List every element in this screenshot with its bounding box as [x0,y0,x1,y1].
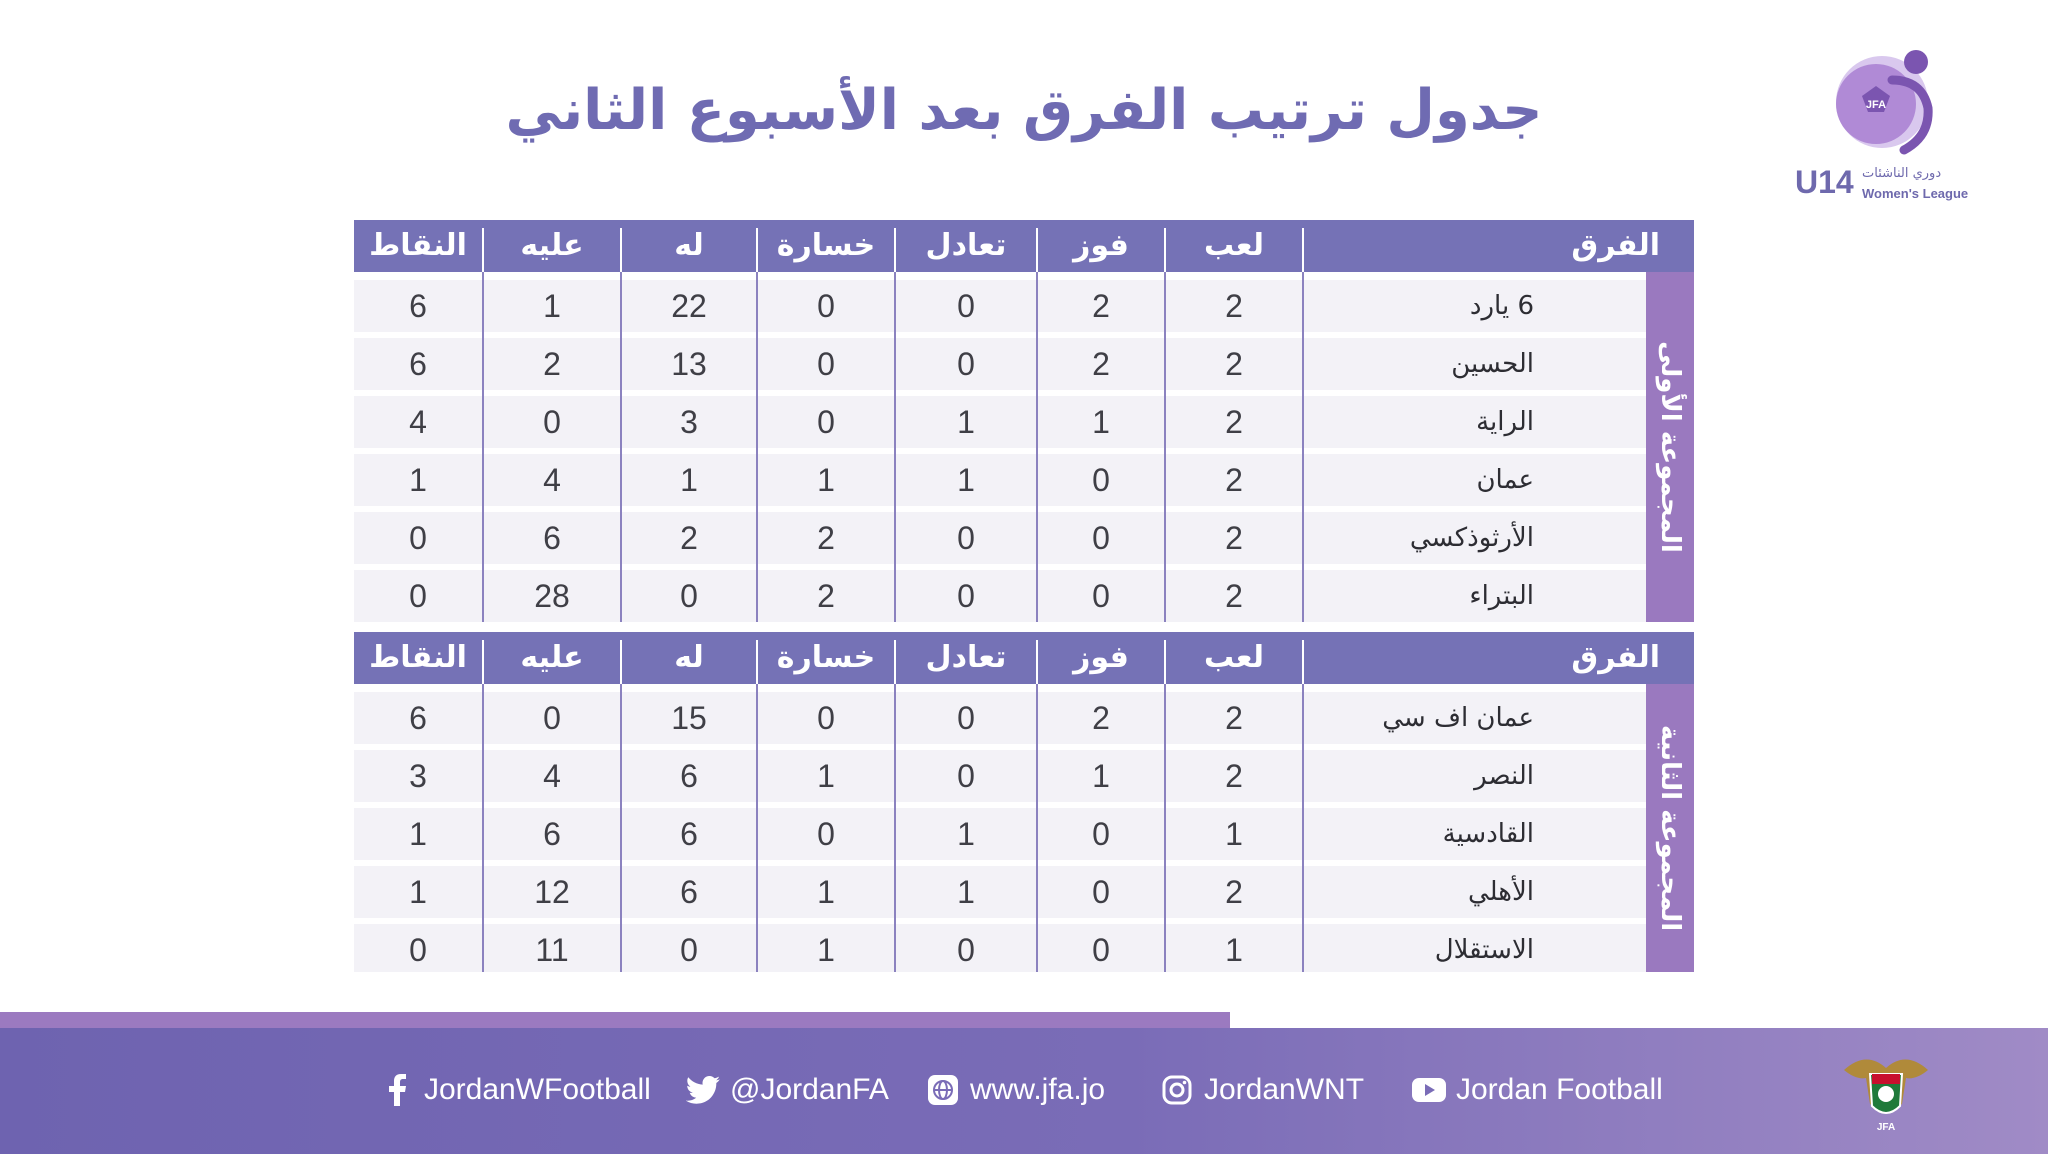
table-row [354,692,1646,744]
instagram-icon [1160,1073,1194,1107]
column-divider [1036,684,1038,972]
cell-against: 6 [543,816,561,852]
group-name: المجموعة الأولى [1655,341,1685,553]
social-website-label: www.jfa.jo [970,1073,1106,1106]
column-divider [756,272,758,622]
cell-team: الحسين [1451,349,1534,379]
cell-won: 0 [1092,874,1110,910]
header-team: الفرق [1571,228,1660,263]
cell-played: 2 [1225,758,1243,794]
cell-drawn: 1 [957,816,975,852]
cell-drawn: 0 [957,346,975,382]
cell-drawn: 0 [957,520,975,556]
cell-won: 1 [1092,758,1110,794]
table-row [354,750,1646,802]
cell-drawn: 0 [957,758,975,794]
logo-u14: U14 [1795,164,1854,200]
globe-icon [926,1073,960,1107]
cell-played: 2 [1225,462,1243,498]
cell-lost: 2 [817,520,835,556]
table-row [354,338,1646,390]
cell-lost: 1 [817,758,835,794]
cell-for: 2 [680,520,698,556]
social-youtube-label: Jordan Football [1456,1073,1663,1106]
cell-lost: 1 [817,874,835,910]
cell-for: 22 [671,288,707,324]
cell-drawn: 1 [957,462,975,498]
cell-won: 0 [1092,932,1110,968]
cell-points: 0 [409,578,427,614]
cell-points: 6 [409,288,427,324]
cell-against: 1 [543,288,561,324]
group-label [1646,684,1694,972]
column-divider [894,272,896,622]
header-lost: خسارة [776,640,876,675]
cell-against: 0 [543,700,561,736]
social-twitter[interactable] [686,1060,889,1120]
cell-points: 6 [409,346,427,382]
cell-drawn: 0 [957,288,975,324]
facebook-icon [380,1073,414,1107]
cell-lost: 0 [817,346,835,382]
svg-text:JFA: JFA [1876,1122,1896,1133]
cell-won: 0 [1092,578,1110,614]
cell-team: الأرثوذكسي [1409,523,1534,553]
header-won: فوز [1073,228,1129,263]
league-logo [1790,40,1990,210]
cell-against: 2 [543,346,561,382]
cell-points: 0 [409,932,427,968]
cell-drawn: 0 [957,932,975,968]
cell-for: 1 [680,462,698,498]
cell-played: 1 [1225,932,1243,968]
table-row [354,924,1646,972]
cell-won: 2 [1092,346,1110,382]
cell-played: 2 [1225,288,1243,324]
cell-drawn: 1 [957,404,975,440]
column-divider [1164,684,1166,972]
cell-against: 4 [543,758,561,794]
column-divider [894,684,896,972]
cell-won: 0 [1092,520,1110,556]
cell-played: 2 [1225,578,1243,614]
cell-points: 1 [409,816,427,852]
cell-played: 1 [1225,816,1243,852]
header-for: له [674,228,704,263]
table-row [354,396,1646,448]
cell-for: 13 [671,346,707,382]
header-lost: خسارة [776,228,876,263]
cell-team: الراية [1476,407,1534,437]
table-row [354,512,1646,564]
youtube-icon [1412,1073,1446,1107]
logo-english-name: Women's League [1862,186,1969,201]
social-facebook-label: JordanWFootball [424,1073,651,1106]
social-instagram[interactable] [1160,1060,1364,1120]
cell-against: 6 [543,520,561,556]
cell-team: الأهلي [1467,877,1534,907]
cell-against: 12 [534,874,570,910]
header-for: له [674,640,704,675]
group-name: المجموعة الثانية [1655,724,1685,932]
header-team: الفرق [1571,640,1660,675]
cell-won: 2 [1092,288,1110,324]
cell-for: 0 [680,578,698,614]
header-against: عليه [520,640,584,675]
table-header [354,632,1694,684]
cell-played: 2 [1225,874,1243,910]
social-facebook[interactable] [380,1060,651,1120]
cell-played: 2 [1225,520,1243,556]
social-youtube[interactable] [1412,1060,1663,1120]
cell-team: عمان [1476,465,1534,495]
header-points: النقاط [369,640,467,675]
cell-team: البتراء [1469,581,1534,611]
table-row [354,808,1646,860]
cell-won: 1 [1092,404,1110,440]
column-divider [1036,272,1038,622]
cell-lost: 0 [817,288,835,324]
cell-lost: 0 [817,700,835,736]
header-drawn: تعادل [925,228,1007,263]
cell-points: 3 [409,758,427,794]
table-row [354,454,1646,506]
cell-points: 4 [409,404,427,440]
cell-lost: 0 [817,404,835,440]
cell-against: 0 [543,404,561,440]
cell-points: 1 [409,462,427,498]
column-divider [1302,272,1304,622]
header-drawn: تعادل [925,640,1007,675]
eagle-crest-icon [1836,1040,1936,1140]
cell-points: 0 [409,520,427,556]
table-row [354,280,1646,332]
header-against: عليه [520,228,584,263]
cell-won: 0 [1092,462,1110,498]
cell-lost: 1 [817,932,835,968]
column-divider [482,272,484,622]
table-row [354,866,1646,918]
football-logo-icon [1820,40,1950,158]
cell-lost: 1 [817,462,835,498]
logo-arabic-name: دوري الناشئات [1862,166,1942,181]
social-twitter-label: @JordanFA [730,1073,889,1106]
header-won: فوز [1073,640,1129,675]
cell-points: 1 [409,874,427,910]
cell-played: 2 [1225,346,1243,382]
social-instagram-label: JordanWNT [1204,1073,1365,1106]
table-header [354,220,1694,272]
cell-against: 28 [534,578,570,614]
column-divider [482,684,484,972]
cell-against: 11 [535,932,569,968]
cell-team: عمان اف سي [1382,703,1534,733]
cell-drawn: 1 [957,874,975,910]
twitter-icon [686,1073,720,1107]
cell-for: 0 [680,932,698,968]
table-row [354,570,1646,622]
cell-team: القادسية [1442,819,1534,849]
cell-for: 6 [680,874,698,910]
social-website[interactable] [926,1060,1105,1120]
cell-lost: 2 [817,578,835,614]
cell-for: 6 [680,758,698,794]
cell-drawn: 0 [957,578,975,614]
header-played: لعب [1204,640,1264,675]
jfa-crest-logo [1836,1040,1936,1140]
footer-accent-strip [0,1012,1230,1028]
cell-for: 15 [671,700,707,736]
cell-won: 0 [1092,816,1110,852]
cell-team: الاستقلال [1434,935,1534,965]
cell-team: 6 يارد [1469,291,1534,321]
column-divider [756,684,758,972]
cell-for: 3 [680,404,698,440]
column-divider [620,272,622,622]
cell-for: 6 [680,816,698,852]
cell-drawn: 0 [957,700,975,736]
svg-text:JFA: JFA [1865,99,1887,111]
cell-won: 2 [1092,700,1110,736]
column-divider [620,684,622,972]
cell-lost: 0 [817,816,835,852]
header-played: لعب [1204,228,1264,263]
cell-played: 2 [1225,404,1243,440]
group-label [1646,272,1694,622]
cell-points: 6 [409,700,427,736]
cell-team: النصر [1474,761,1534,791]
cell-played: 2 [1225,700,1243,736]
column-divider [1164,272,1166,622]
page-title: جدول ترتيب الفرق بعد الأسبوع الثاني [505,78,1543,143]
header-points: النقاط [369,228,467,263]
cell-against: 4 [543,462,561,498]
column-divider [1302,684,1304,972]
